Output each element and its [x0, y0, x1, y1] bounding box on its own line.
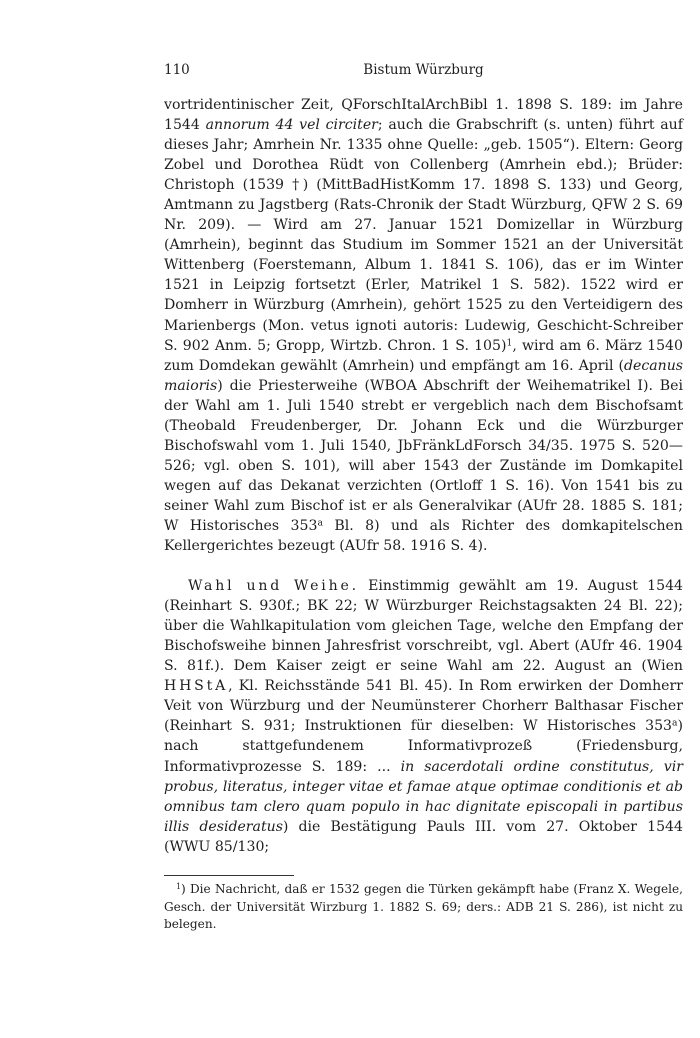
italic-phrase: annorum 44 vel circiter — [205, 117, 378, 134]
footnote-divider — [164, 875, 294, 876]
footnote — [164, 881, 683, 934]
text-run: vortridentinischer Zeit, QForschItalArchBibl 1. 1898 S. 189: im Jahre 1544 — [164, 97, 683, 134]
superscript-letter: a — [317, 517, 323, 529]
spaced-abbreviation: HHStA — [164, 678, 229, 695]
running-title: Bistum Würzburg — [363, 62, 484, 78]
text-run: ) die Priesterweihe (WBOA Abschrift der Weihematrikel I). Bei der Wahl am 1. Juli 1540 strebt er vergeblich nach dem Bischofsamt (Theobald Freudenberger, Dr. Johann Eck und die Würzburger Bischofswahl vom 1. Juli 1540, JbFränkLdForsch 34/35. 1975 S. 520—526; vgl. oben S. 101), will aber 1543 der Zustände im Domkapitel wegen auf das Dekanat verzichten (Ortloff 1 S. 16). Von 1541 bis zu seiner Wahl zum Bischof ist er als Generalvikar (AUfr 28. 1885 S. 181; W Historisches 353 — [164, 377, 683, 534]
text-run: Einstimmig gewählt am 19. August 1544 (Reinhart S. 930f.; BK 22; W Würzburger Reichstagsakten 24 Bl. 22); über die Wahlkapitulation vom gleichen Tage, welche den Empfang der Bischofsweihe binnen Jahresfrist vorschreibt, vgl. Abert (AUfr 46. 1904 S. 81f.). Dem Kaiser zeigt er seine Wahl am 22. August an (Wien — [164, 578, 683, 675]
text-run: ) die Bestätigung Pauls III. vom 27. Oktober 1544 (WWU 85/130; — [164, 818, 683, 855]
paragraph-wahl-und-weihe — [164, 576, 683, 857]
text-run: ; auch die Grabschrift (s. unten) führt auf dieses Jahr; Amrhein Nr. 1335 ohne Quelle: „geb. 1505“). Eltern: Georg Zobel und Dorothea Rüdt von Collenberg (Amrhein ebd.); Brüder: Christoph (1539 †) (MittBadHistKomm 17. 1898 S. 133) und Georg, Amtmann zu Jagstberg (Rats-Chronik der Stadt Würzburg, QFW 2 S. 69 Nr. 209). — Wird am 27. Januar 1521 Domizellar in Würzburg (Amrhein), beginnt das Studium im Sommer 1521 an der Universität Wittenberg (Foerstemann, Album 1. 1841 S. 106), das er im Winter 1521 in Leipzig fortsetzt (Erler, Matrikel 1 S. 582). 1522 wird er Domherr in Würzburg (Amrhein), gehört 1525 zu den Verteidigern des Marienbergs (Mon. vetus ignoti autoris: Ludewig, Geschicht-Schreiber S. 902 Anm. 5; Gropp, Wirtzb. Chron. 1 S. 105) — [164, 117, 683, 354]
body-text — [164, 95, 683, 857]
page-header — [164, 62, 683, 80]
text-run: ) Die Nachricht, daß er 1532 gegen die Türken gekämpft habe (Franz X. Wegele, Gesch. der Universität Wirzburg 1. 1882 S. 69; ders.: ADB 21 S. 286), ist nicht zu belegen. — [164, 882, 683, 931]
footnote-marker: 1 — [176, 882, 182, 892]
section-heading: Wahl und Weihe. — [188, 578, 359, 595]
text-run: , wird am 6. März 1540 zum Domdekan gewählt (Amrhein) und empfängt am 16. April ( — [164, 337, 683, 374]
footnote-reference: 1 — [506, 336, 513, 348]
italic-quotation: in sacerdotali ordine constitutus, vir probus, literatus, integer vitae et famae atque optimae conditionis et ab omnibus tam clero quam populo in hac dignitate episcopali in partibus illis desideratus — [164, 758, 683, 835]
italic-phrase: decanus maioris — [164, 357, 683, 394]
text-run: ) nach stattgefundenem Informativprozeß (Friedensburg, Informativprozesse S. 189: ... — [164, 718, 683, 775]
paragraph-biography — [164, 95, 683, 556]
text-run: , Kl. Reichsstände 541 Bl. 45). In Rom erwirken der Domherr Veit von Würzburg und der Neumünsterer Chorherr Balthasar Fischer (Reinhart S. 931; Instruktionen für dieselben: W Historisches 353 — [164, 678, 683, 735]
text-run: Bl. 8) und als Richter des domkapitelschen Kellergerichtes bezeugt (AUfr 58. 1916 S. 4). — [164, 517, 683, 555]
page-number: 110 — [164, 62, 190, 78]
footnote-text — [164, 881, 683, 934]
superscript-letter: a — [672, 717, 678, 729]
